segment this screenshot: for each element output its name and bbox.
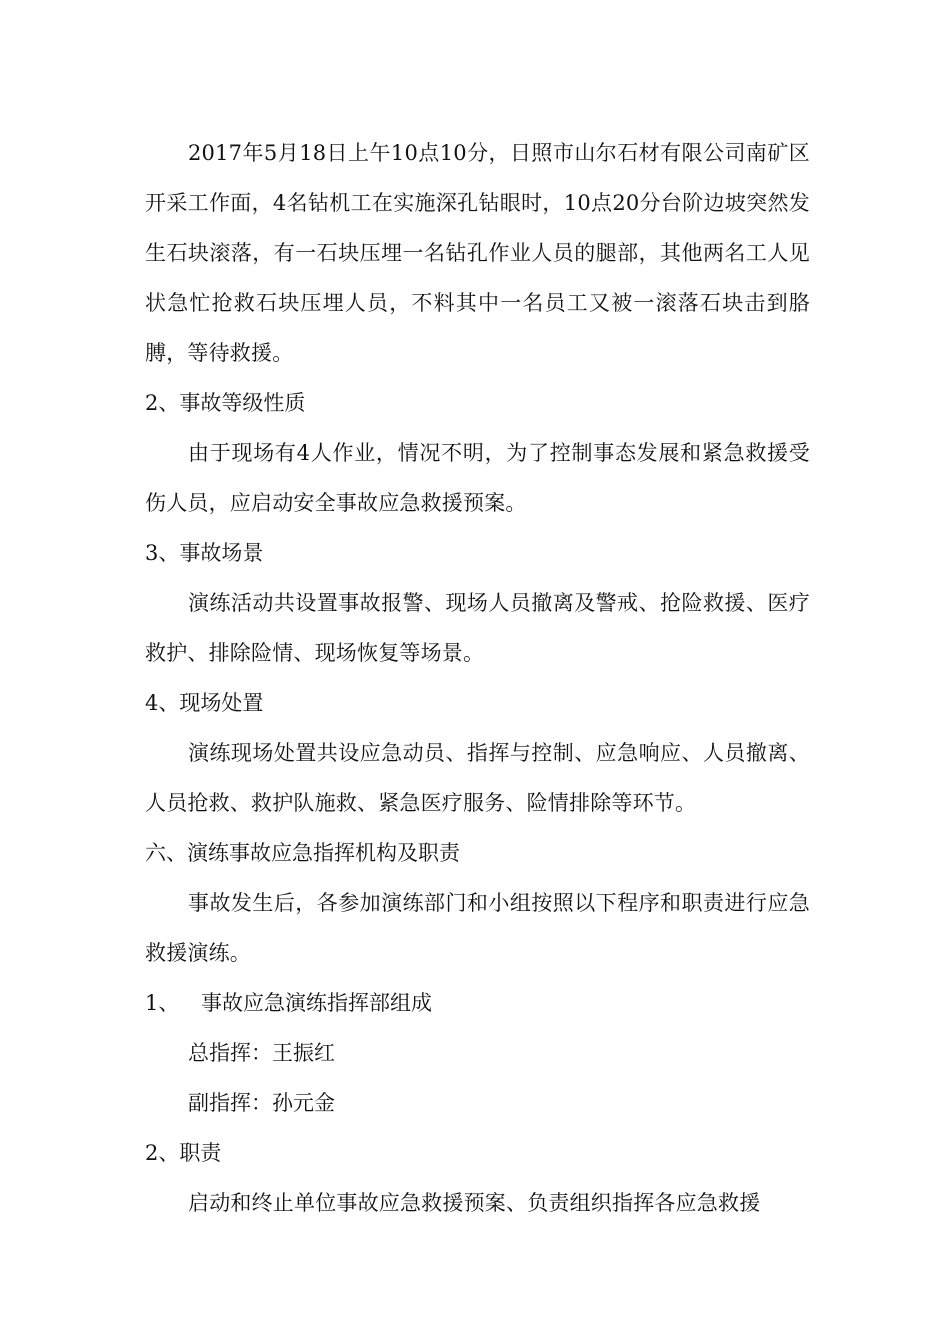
paragraph-onsite-handling: 演练现场处置共设应急动员、指挥与控制、应急响应、人员撤离、人员抢救、救护队施救、紧急医疗服务、险情排除等环节。 xyxy=(145,741,810,815)
heading-onsite-handling: 4、现场处置 xyxy=(145,691,264,715)
heading-accident-scene: 3、事故场景 xyxy=(145,541,264,565)
paragraph-accident-description: 2017年5月18日上午10点10分，日照市山尔石材有限公司南矿区开采工作面，4名钻机工在实施深孔钻眼时，10点20分台阶边坡突然发生石块滚落，有一石块压埋一名钻孔作业人员的腿部，其他两名工人见状急忙抢救石块压埋人员，不料其中一名员工又被一滚落石块击到胳膊，等待救援。 xyxy=(145,141,810,365)
deputy-label: 副指挥： xyxy=(188,1091,272,1115)
paragraph-accident-level: 由于现场有4人作业，情况不明，为了控制事态发展和紧急救援受伤人员，应启动安全事故应急救援预案。 xyxy=(145,441,810,515)
paragraph-accident-scene: 演练活动共设置事故报警、现场人员撤离及警戒、抢险救援、医疗救护、排除险情、现场恢复等场景。 xyxy=(145,591,810,665)
deputy-name: 孙元金 xyxy=(272,1091,335,1115)
heading-text: 事故应急演练指挥部组成 xyxy=(201,991,432,1015)
commander-label: 总指挥： xyxy=(188,1041,272,1065)
paragraph-command-intro: 事故发生后，各参加演练部门和小组按照以下程序和职责进行应急救援演练。 xyxy=(145,891,810,965)
heading-command-composition xyxy=(145,978,810,1028)
commander-name: 王振红 xyxy=(272,1041,335,1065)
document-body xyxy=(145,128,810,1228)
heading-number: 1、 xyxy=(145,991,180,1015)
paragraph-duties: 启动和终止单位事故应急救援预案、负责组织指挥各应急救援 xyxy=(188,1191,761,1215)
heading-duties: 2、职责 xyxy=(145,1141,222,1165)
heading-accident-level: 2、事故等级性质 xyxy=(145,391,306,415)
deputy-line xyxy=(145,1078,810,1128)
heading-command-structure: 六、演练事故应急指挥机构及职责 xyxy=(145,841,460,865)
commander-line xyxy=(145,1028,810,1078)
